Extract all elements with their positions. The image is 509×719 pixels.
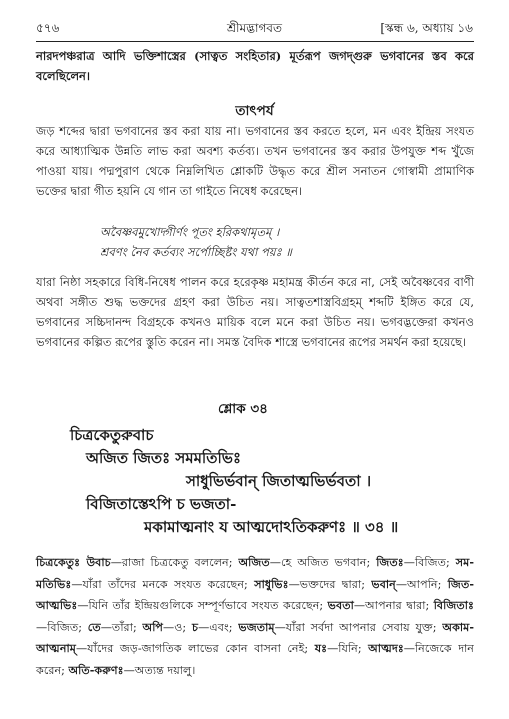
purport-heading: তাৎপর্য [235, 103, 274, 119]
synonym-item [254, 578, 371, 591]
synonym-item [143, 621, 192, 634]
synonym-term: অপি [142, 619, 164, 634]
synonym-term: অজিত [238, 555, 270, 569]
synonym-meaning: —যাঁরা তাঁদের মনকে সংযত করেছেন; [71, 577, 255, 591]
synonym-term: ভবতা [327, 598, 354, 612]
synonym-meaning: —বিজিত; [36, 620, 88, 634]
sloka-line-3: সাধুভির্ভবান্ জিতাত্মভির্ভবতা । [186, 472, 372, 490]
synonym-meaning: —আপনি; [395, 577, 448, 591]
synonym-term: চ [192, 619, 199, 634]
synonym-meaning: —ও; [163, 620, 193, 634]
synonym-item [68, 664, 195, 677]
synonym-meaning: —আপনার দ্বারা; [353, 599, 434, 612]
synonym-item [238, 556, 376, 569]
synonym-term: অতি-করুণঃ [68, 662, 124, 677]
synonym-meaning: —বিজিত; [403, 556, 456, 569]
synonym-meaning: —ভক্তদের দ্বারা; [288, 577, 372, 591]
synonym-meaning: —যিনি; [327, 642, 369, 655]
synonym-item [371, 578, 447, 591]
sloka-line-1: চিত্রকেতুরুবাচ [70, 426, 154, 444]
synonym-term: ভজতাম্ [238, 619, 275, 634]
synonym-term: জিত-আত্মভিঃ [36, 576, 474, 612]
synonym-item [328, 599, 434, 612]
synonym-meaning: —হে অজিত ভগবান; [269, 556, 377, 569]
synonym-item [238, 621, 442, 634]
synonym-meaning: —যাঁদের জড়-জাগতিক লাভের কোন বাসনা নেই; [75, 642, 315, 655]
quote-line-1: অবৈষ্ণবমুখোদ্গীর্ণং পূতং হরিকথামৃতম্ । [100, 225, 280, 239]
synonym-term: তে [87, 619, 101, 634]
synonym-meaning: —এবং; [198, 620, 239, 634]
synonym-meaning: —তাঁরা; [100, 620, 143, 634]
synonym-term: জিতঃ [376, 555, 404, 569]
header-rule [36, 41, 474, 42]
sloka-line-5: মকামাত্মনাং য আত্মদোঽতিকরুণঃ ॥ ৩৪ ॥ [144, 518, 399, 536]
purport-paragraph-2: যারা নিষ্ঠা সহকারে বিধি-নিষেধ পালন করে হরেকৃষ্ণ মহামন্ত্র কীর্তন করে না, সেই অবৈষ্ণবের বাণী অথবা সঙ্গীত শুদ্ধ ভক্তদের গ্রহণ করা উচিত নয়। সাত্বতশাস্ত্রবিগ্রহম্ শব্দটি ইঙ্গিত করে যে, ভগবানের সচ্চিদানন্দ বিগ্রহকে কখনও মায়িক বলে মনে করা উচিত নয়। ভগবদ্ভক্তেরা কখনও ভগবানের কল্পিত রূপের স্তুতি করেন না। সমস্ত বৈদিক শাস্ত্রে ভগবানের রূপের সমর্থন করা হয়েছে। [36, 275, 474, 349]
page-header [36, 20, 473, 38]
synonym-term: সম-মতিভিঃ [36, 555, 474, 591]
sloka-line-4: বিজিতাস্তেঽপি চ ভজতা- [86, 495, 237, 513]
synonym-item [315, 642, 368, 655]
synonym-term: অকাম-আত্মনাম্ [36, 619, 474, 655]
section-reference: [স্কন্ধ ৬, অধ্যায় ১৬ [380, 21, 473, 35]
synonym-term: ভবান্ [371, 576, 396, 591]
synonyms-paragraph [36, 552, 474, 681]
synonym-item [88, 621, 143, 634]
synonym-term: চিত্রকেতুঃ উবাচ [36, 555, 111, 569]
intro-text: নারদপঞ্চরাত্র আদি ভক্তিশাস্ত্রের (সাত্বত সংহিতার) মূর্তরূপ জগদ্গুরু ভগবানের স্তব করে বলেছিলেন। [36, 49, 474, 83]
synonym-term: যঃ [314, 641, 328, 655]
synonym-meaning: —নিজেকে দান করেন; [36, 642, 474, 677]
synonym-meaning: —রাজা চিত্রকেতু বললেন; [110, 556, 239, 569]
book-title: শ্রীমদ্ভাগবত [226, 21, 282, 35]
synonym-item [36, 556, 238, 569]
quote-line-2: শ্রবণং নৈব কর্তব্যং সর্পোচ্ছিষ্টং যথা পয়ঃ ॥ [100, 245, 292, 259]
synonym-item [376, 556, 456, 569]
synonym-term: সাধুভিঃ [254, 576, 289, 591]
synonym-term: আত্মদঃ [368, 641, 404, 655]
synonym-meaning: —যিনি তাঁর ইন্দ্রিয়গুলিকে সম্পূর্ণভাবে সংযত করেছেন; [77, 599, 328, 612]
page-number: ৫৭৬ [36, 21, 60, 35]
synonym-meaning: —যাঁরা সর্বদা আপনার সেবায় যুক্ত; [274, 620, 443, 634]
sloka-line-2: অজিত জিতঃ সমমতিভিঃ [86, 449, 241, 467]
synonym-meaning: —অত্যন্ত দয়ালু। [123, 663, 196, 677]
synonym-term: বিজিতাঃ [433, 598, 474, 612]
purport-paragraph-1: জড় শব্দের দ্বারা ভগবানের স্তব করা যায় না। ভগবানের স্তব করতে হলে, মন এবং ইন্দ্রিয় সংযত করে আধ্যাত্মিক উন্নতি লাভ করা অবশ্য কর্তব্য। তখন ভগবানের স্তব করার উপযুক্ত শব্দ খুঁজে পাওয়া যায়। পদ্মপুরাণ থেকে নিম্নলিখিত শ্লোকটি উদ্ধৃত করে শ্রীল সনাতন গোস্বামী প্রামাণিক ভক্তের দ্বারা গীত হয়নি যে গান তা গাইতে নিষেধ করেছেন। [36, 124, 474, 198]
synonym-item [192, 621, 238, 634]
sloka-heading: শ্লোক ৩৪ [218, 401, 268, 417]
